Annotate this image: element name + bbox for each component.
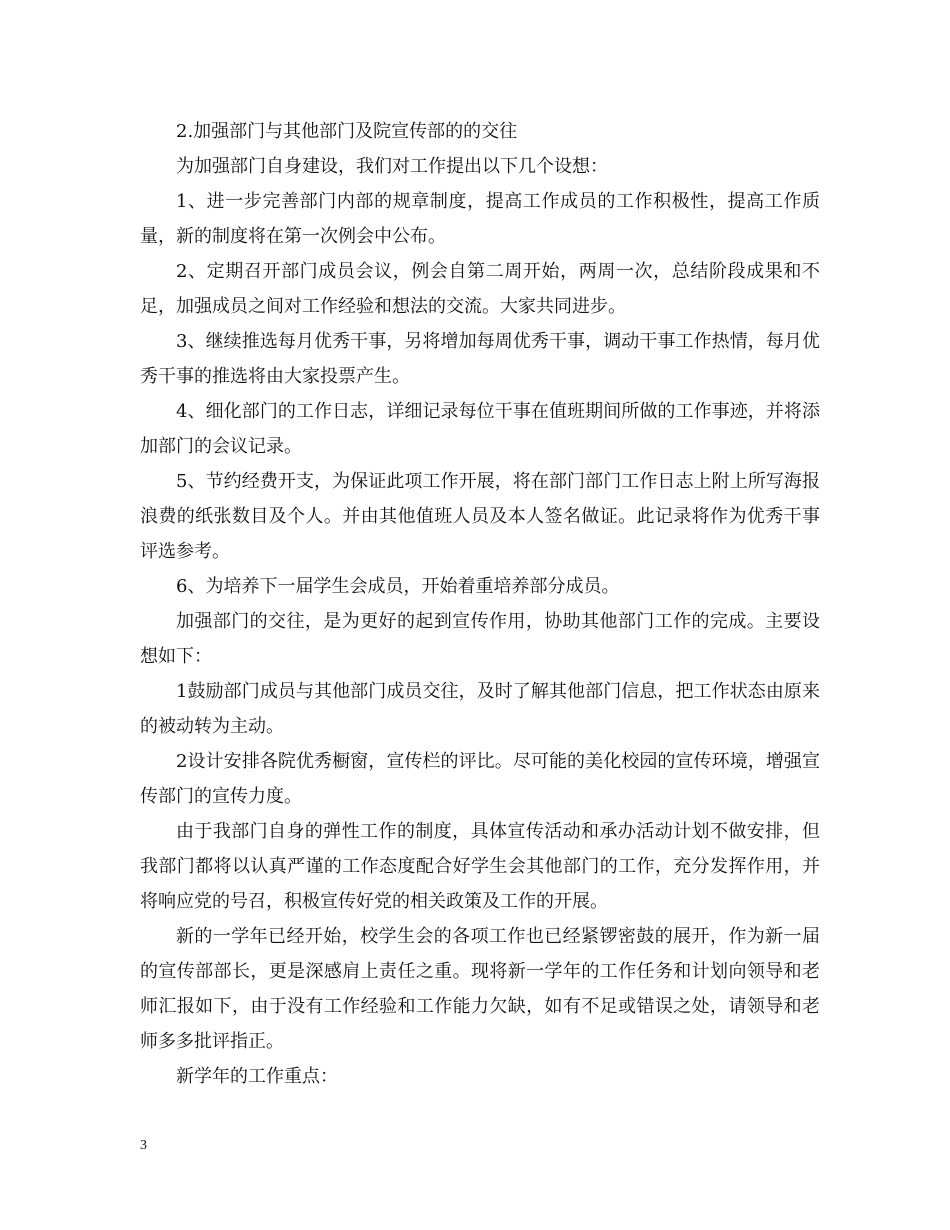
document-body: [140, 114, 820, 1094]
paragraph: 3、继续推选每月优秀干事，另将增加每周优秀干事，调动干事工作热情，每月优秀干事的推选将由大家投票产生。: [140, 331, 820, 387]
paragraph: 1、进一步完善部门内部的规章制度，提高工作成员的工作积极性，提高工作质量，新的制度将在第一次例会中公布。: [140, 191, 820, 247]
paragraph: 2设计安排各院优秀橱窗，宣传栏的评比。尽可能的美化校园的宣传环境，增强宣传部门的宣传力度。: [140, 751, 820, 807]
paragraph: 新的一学年已经开始，校学生会的各项工作也已经紧锣密鼓的展开，作为新一届的宣传部部长，更是深感肩上责任之重。现将新一学年的工作任务和计划向领导和老师汇报如下，由于没有工作经验和工作能力欠缺，如有不足或错误之处，请领导和老师多多批评指正。: [140, 926, 820, 1052]
paragraph: 加强部门的交往，是为更好的起到宣传作用，协助其他部门工作的完成。主要设想如下：: [140, 611, 820, 667]
page-number: 3: [140, 1138, 147, 1153]
paragraph: 由于我部门自身的弹性工作的制度，具体宣传活动和承办活动计划不做安排，但我部门都将以认真严谨的工作态度配合好学生会其他部门的工作，充分发挥作用，并将响应党的号召，积极宣传好党的相关政策及工作的开展。: [140, 821, 820, 912]
paragraph: 1鼓励部门成员与其他部门成员交往，及时了解其他部门信息，把工作状态由原来的被动转为主动。: [140, 681, 820, 737]
paragraph: 6、为培养下一届学生会成员，开始着重培养部分成员。: [176, 576, 620, 597]
paragraph: 4、细化部门的工作日志，详细记录每位干事在值班期间所做的工作事迹，并将添加部门的会议记录。: [140, 401, 820, 457]
paragraph: 2.加强部门与其他部门及院宣传部的的交往: [176, 121, 518, 142]
paragraph: 5、节约经费开支，为保证此项工作开展，将在部门部门工作日志上附上所写海报浪费的纸张数目及个人。并由其他值班人员及本人签名做证。此记录将作为优秀干事评选参考。: [140, 471, 820, 562]
paragraph: 为加强部门自身建设，我们对工作提出以下几个设想：: [176, 156, 608, 177]
paragraph: 新学年的工作重点：: [176, 1066, 338, 1087]
paragraph: 2、定期召开部门成员会议，例会自第二周开始，两周一次，总结阶段成果和不足，加强成员之间对工作经验和想法的交流。大家共同进步。: [140, 261, 820, 317]
